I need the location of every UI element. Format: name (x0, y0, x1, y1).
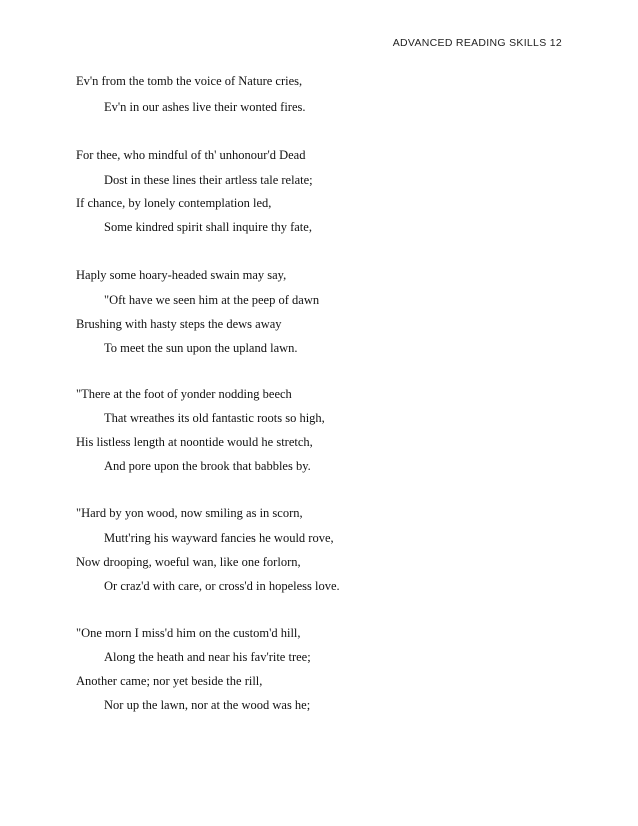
poem-line: Now drooping, woeful wan, like one forlorn, (76, 555, 301, 569)
poem-line: To meet the sun upon the upland lawn. (104, 341, 298, 355)
poem-line: And pore upon the brook that babbles by. (104, 459, 311, 473)
poem-line: For thee, who mindful of th' unhonour'd Dead (76, 148, 306, 162)
poem-line: Ev'n from the tomb the voice of Nature cries, (76, 74, 303, 88)
poem-line: Or craz'd with care, or cross'd in hopeless love. (104, 579, 340, 593)
poem-line: His listless length at noontide would he stretch, (76, 435, 313, 449)
poem-line: "One morn I miss'd him on the custom'd hill, (76, 626, 301, 640)
poem-line: Haply some hoary-headed swain may say, (76, 268, 287, 282)
poem-line: Another came; nor yet beside the rill, (76, 674, 263, 688)
poem-line: "Hard by yon wood, now smiling as in scorn, (76, 506, 303, 520)
poem-line: Brushing with hasty steps the dews away (76, 317, 282, 331)
poem-line: Some kindred spirit shall inquire thy fate, (104, 220, 312, 234)
poem-line: Mutt'ring his wayward fancies he would rove, (104, 531, 334, 545)
poem-line: Dost in these lines their artless tale relate; (104, 173, 313, 187)
running-header: ADVANCED READING SKILLS 12 (392, 37, 562, 49)
poem-line: If chance, by lonely contemplation led, (76, 196, 272, 210)
poem-line: That wreathes its old fantastic roots so high, (104, 411, 325, 425)
poem-line: "There at the foot of yonder nodding beech (76, 387, 292, 401)
poem-line: "Oft have we seen him at the peep of dawn (104, 293, 320, 307)
poem-line: Along the heath and near his fav'rite tree; (104, 650, 311, 664)
poem-line: Ev'n in our ashes live their wonted fires. (104, 100, 306, 114)
poem-line: Nor up the lawn, nor at the wood was he; (104, 698, 311, 712)
